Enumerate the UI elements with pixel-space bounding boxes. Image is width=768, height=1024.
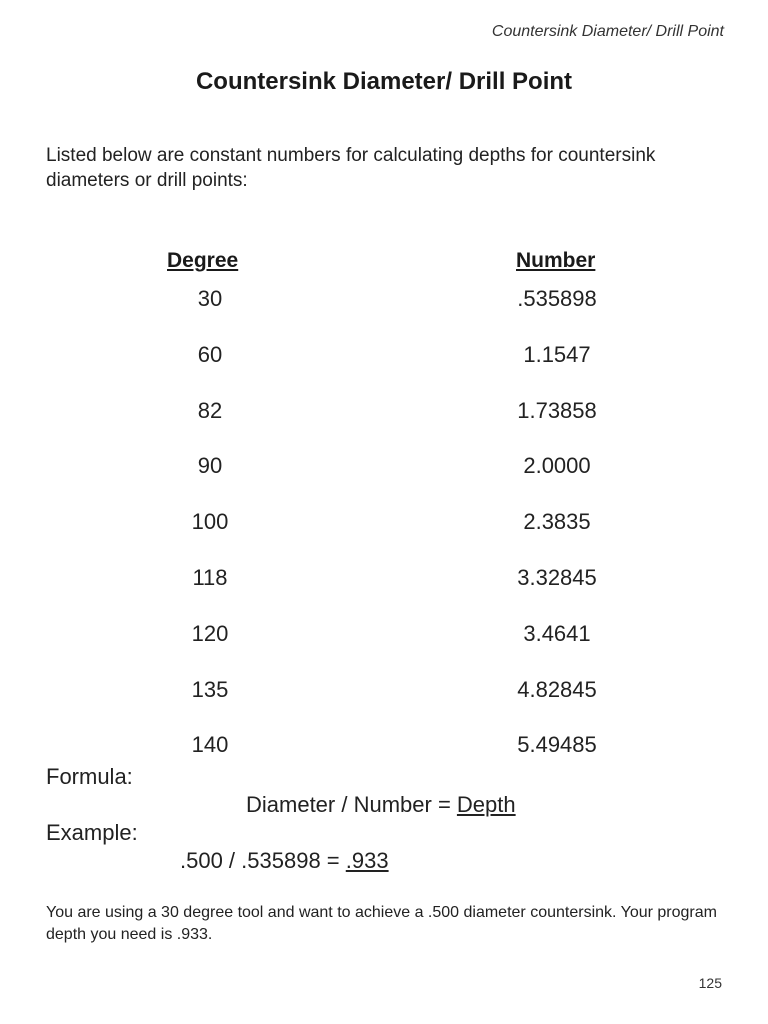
table-row bbox=[0, 284, 768, 340]
degree-cell: 30 bbox=[197, 286, 223, 311]
table-row bbox=[0, 507, 768, 563]
table-row bbox=[0, 619, 768, 675]
degree-cell: 82 bbox=[197, 397, 223, 423]
intro-paragraph: Listed below are constant numbers for calculating depths for countersink diameters or drill points: bbox=[46, 145, 656, 191]
formula-equation bbox=[246, 792, 516, 818]
constants-table bbox=[0, 284, 768, 786]
example-result: .933 bbox=[345, 848, 389, 873]
degree-cell: 100 bbox=[191, 509, 229, 535]
number-cell: 1.73858 bbox=[517, 397, 597, 423]
table-row bbox=[0, 340, 768, 396]
degree-cell: 120 bbox=[191, 620, 229, 646]
number-cell: 3.32845 bbox=[517, 564, 597, 590]
number-cell: 5.49485 bbox=[517, 732, 597, 758]
degree-cell: 90 bbox=[197, 453, 223, 479]
table-row bbox=[0, 563, 768, 619]
number-cell: 2.3835 bbox=[523, 509, 591, 535]
example-expression: .500 / .535898 = bbox=[180, 848, 346, 873]
example-label: Example: bbox=[46, 820, 138, 845]
formula-result: Depth bbox=[456, 792, 516, 817]
number-cell: 3.4641 bbox=[523, 620, 591, 646]
degree-cell: 60 bbox=[197, 341, 223, 367]
formula-label: Formula: bbox=[46, 764, 133, 789]
degree-column-header: Degree bbox=[167, 249, 239, 272]
number-cell: .535898 bbox=[517, 286, 597, 311]
number-cell: 4.82845 bbox=[517, 676, 597, 702]
number-cell: 1.1547 bbox=[523, 341, 591, 367]
degree-cell: 140 bbox=[191, 732, 229, 758]
explanation-paragraph: You are using a 30 degree tool and want to achieve a .500 diameter countersink. Your program depth you need is .933. bbox=[46, 904, 717, 943]
table-row bbox=[0, 675, 768, 731]
number-column-header: Number bbox=[516, 249, 596, 272]
example-equation bbox=[180, 848, 389, 874]
running-header: Countersink Diameter/ Drill Point bbox=[491, 23, 724, 40]
formula-expression: Diameter / Number = bbox=[246, 792, 457, 817]
table-row bbox=[0, 451, 768, 507]
page-number: 125 bbox=[698, 975, 722, 991]
table-row bbox=[0, 396, 768, 452]
number-cell: 2.0000 bbox=[523, 453, 591, 479]
degree-cell: 118 bbox=[192, 564, 228, 590]
degree-cell: 135 bbox=[191, 676, 229, 702]
page-title: Countersink Diameter/ Drill Point bbox=[195, 68, 573, 95]
